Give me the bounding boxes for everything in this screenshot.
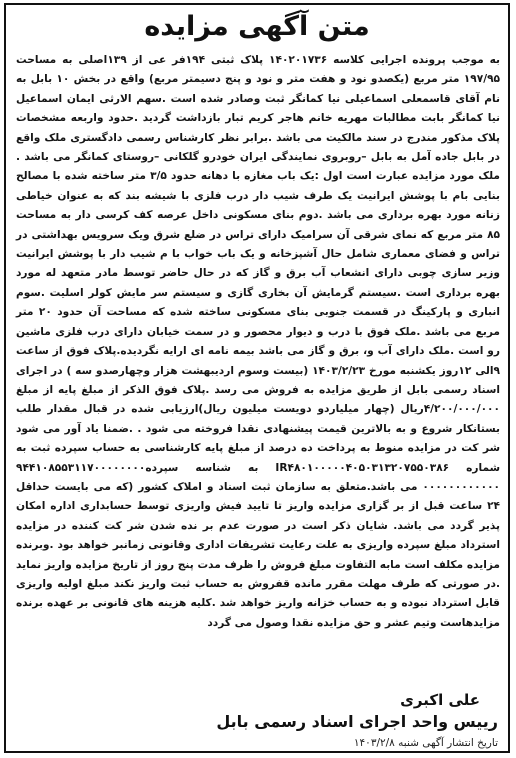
- signatory-title: رییس واحد اجرای اسناد رسمی بابل: [216, 712, 498, 731]
- publication-date: تاریخ انتشار آگهی شنبه ۱۴۰۳/۲/۸: [353, 737, 498, 749]
- notice-title: متن آگهی مزایده: [144, 11, 370, 42]
- signatory-name: علی اکبری: [400, 691, 480, 709]
- notice-frame: [4, 3, 510, 753]
- notice-body-text: به موجب پرونده اجرایی کلاسه ۱۴۰۲۰۱۷۳۶ پلاک ثبتی ۱۹۴فر عی از ۱۳۹اصلی به مساحت ۱۹۷/۹۵ متر مربع (یکصدو نود و هفت متر و نود و پنج دسیمتر مربع) واقع در بخش ۱۰ بابل به نام آقای قاسمعلی اسماعیلی نیا کمانگر ثبت وصادر شده است .سهم الارثی ایمان اسماعیل نیا کمانگر بابت مطالبات مهریه خانم هاجر کریم تبار بازداشت گردید .حدود واربعه مشخصات پلاک مذکور مندرج در سند مالکیت می باشد .برابر نظر کارشناس رسمی دادگستری ملک واقع در بابل جاده آمل به بابل –روبروی نمایندگی ایران خودرو گلکانی –روستای کمانگر می باشد . ملک مورد مزایده عبارت است اول :یک باب مغازه با دهانه حدود ۳/۵ متر ساخته شده با مصالح بنایی بام با پوشش ایرانیت یک طرف شیب دار درب فلزی با شیشه بند که به عنوان خیاطی زنانه مورد بهره برداری می باشد .دوم بنای مسکونی داخل عرصه کف کرسی دار به مساحت ۸۵ متر مربع که نمای شرقی آن سرامیک دارای تراس در ضلع شرق ویک سرویس بهداشتی در تراس و فضای معماری شامل حال آشپزخانه و یک باب خواب با م شیب دار با پوشش ایرانیت وزیر سازی چوبی دارای انشعاب آب برق و گاز که در حال حاضر توسط مادر متعهد له مورد بهره برداری است .سیستم گرمایش آن بخاری گازی و سیستم سر مایش کولر اسلیت .سوم انباری و پارکینگ در قسمت جنوبی بنای مسکونی ساخته شده که مساحت آن حدود ۲۰ متر مربع می باشد .ملک فوق با درب و دیوار محصور و در سمت خیابان دارای درب فلزی ماشین رو است .ملک دارای آب و، برق و گاز می باشد بیمه نامه ای ارایه نگردیده.پلاک فوق از ساعت ۹الی ۱۲روز یکشنبه مورخ ۱۴۰۳/۲/۲۳ (بیست وسوم اردیبهشت هزار وچهارصدو سه ) در اجرای اسناد رسمی بابل از طریق مزایده به فروش می رسد .پلاک فوق الذکر از مبلغ پایه از مبلغ ۴/۲۰۰/۰۰۰/۰۰۰ریال (چهار میلیاردو دویست میلیون ریال)ارزیابی شده در قبال مقدار طلب بستانکار شروع و به بالاترین قیمت پیشنهادی نقدا فروخته می شود . .ضمنا یاد آور می شود شر کت در مزایده منوط به پرداخت ده درصد از مبلغ پایه کارشناسی به حساب سپرده ثبت به شماره IR۴۸۰۱۰۰۰۰۰۴۰۵۰۳۱۳۲۰۷۵۵۰۳۸۶ به شناسه سپرده۹۴۴۱۰۸۵۵۳۱۱۷۰۰۰۰۰۰۰۰ ۰۰۰۰۰۰۰۰۰۰۰۰ می باشد.متعلق به سازمان ثبت اسناد و املاک کشور (که می بایست حداقل ۲۴ ساعت قبل از بر گزاری مزایده واریز تا تایید فیش واریزی توسط حسابداری اداره امکان پذیر گردد می باشد. شایان ذکر است در صورت عدم بر نده شدن شر کت کننده در مزایده استرداد مبلغ سپرده واریزی به علت رعایت تشریفات اداری وقانونی زمانبر خواهد بود .وبرنده مزایده مکلف است مابه التفاوت مبلغ فروش را ظرف مدت پنج روز از تاریخ مزایده واریز نماید .در صورتی که طرف مهلت مقرر مانده قفروش به حساب ثبت واریز نکند مبلغ اولیه واریزی قابل استرداد نبوده و به حساب خزانه واریز خواهد شد .کلیه هزینه های قانونی بر عهده برنده مزایدهاست وتیم عشر و حق مزایده نقدا وصول می گردد: [16, 54, 501, 629]
